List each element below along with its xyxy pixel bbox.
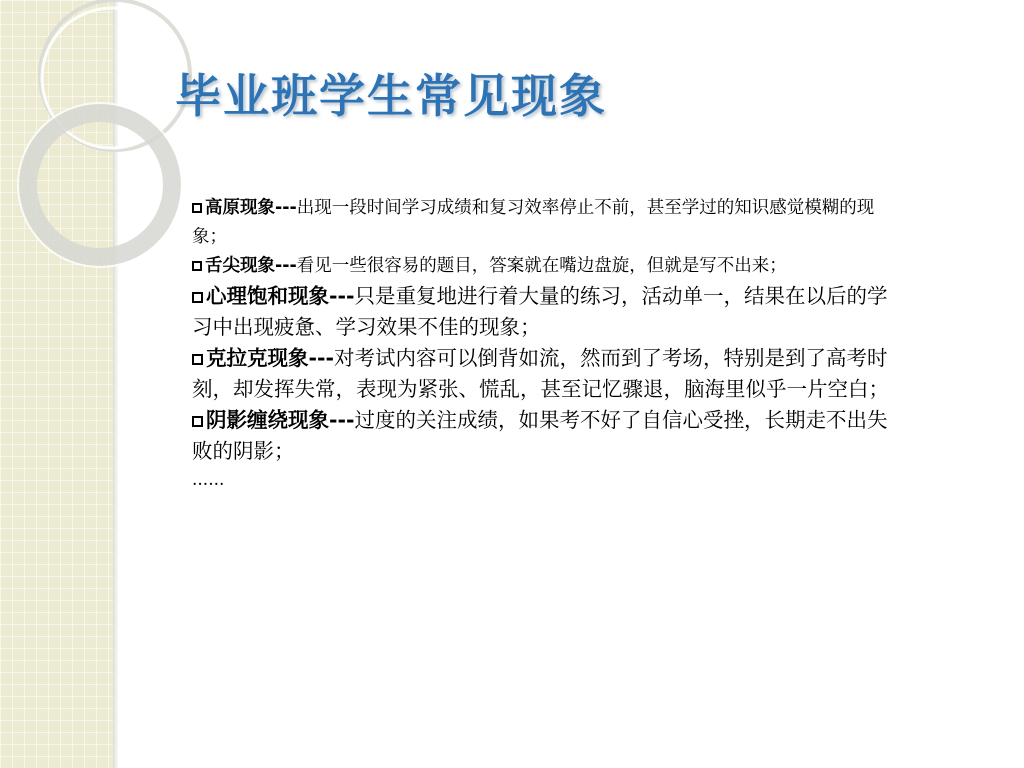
item-description: 看见一些很容易的题目，答案就在嘴边盘旋，但就是写不出来；: [296, 256, 787, 276]
item-term: 心理饱和现象---: [206, 284, 355, 308]
item-description: 出现一段时间学习成绩和复习效率停止不前，甚至学过的知识感觉模糊的现象；: [192, 198, 875, 247]
item-term: 阴影缠绕现象---: [206, 408, 355, 432]
content-body: [192, 194, 892, 491]
list-item-shadow: [192, 405, 892, 467]
decorative-circles-icon: [0, 0, 200, 300]
hollow-square-bullet-icon: [192, 416, 203, 427]
item-term: 高原现象---: [205, 198, 297, 218]
list-item-saturation: [192, 281, 892, 343]
list-item-clark: [192, 343, 892, 405]
item-description: 对考试内容可以倒背如流，然而到了考场，特别是到了高考时刻，却发挥失常，表现为紧张、慌乱，甚至记忆骤退，脑海里似乎一片空白；: [192, 346, 889, 401]
ellipsis: ......: [192, 470, 225, 490]
page-title: 毕业班学生常见现象: [175, 69, 607, 123]
list-item-tip-of-tongue: [192, 252, 892, 281]
hollow-square-bullet-icon: [192, 292, 203, 303]
item-term: 克拉克现象---: [206, 346, 335, 370]
hollow-square-bullet-icon: [192, 261, 202, 271]
hollow-square-bullet-icon: [192, 203, 202, 213]
list-item-plateau: [192, 194, 892, 252]
hollow-square-bullet-icon: [192, 354, 203, 365]
item-term: 舌尖现象---: [205, 256, 297, 276]
item-description: 过度的关注成绩，如果考不好了自信心受挫，长期走不出失败的阴影；: [192, 408, 888, 463]
item-description: 只是重复地进行着大量的练习，活动单一，结果在以后的学习中出现疲惫、学习效果不佳的现象；: [192, 284, 888, 339]
